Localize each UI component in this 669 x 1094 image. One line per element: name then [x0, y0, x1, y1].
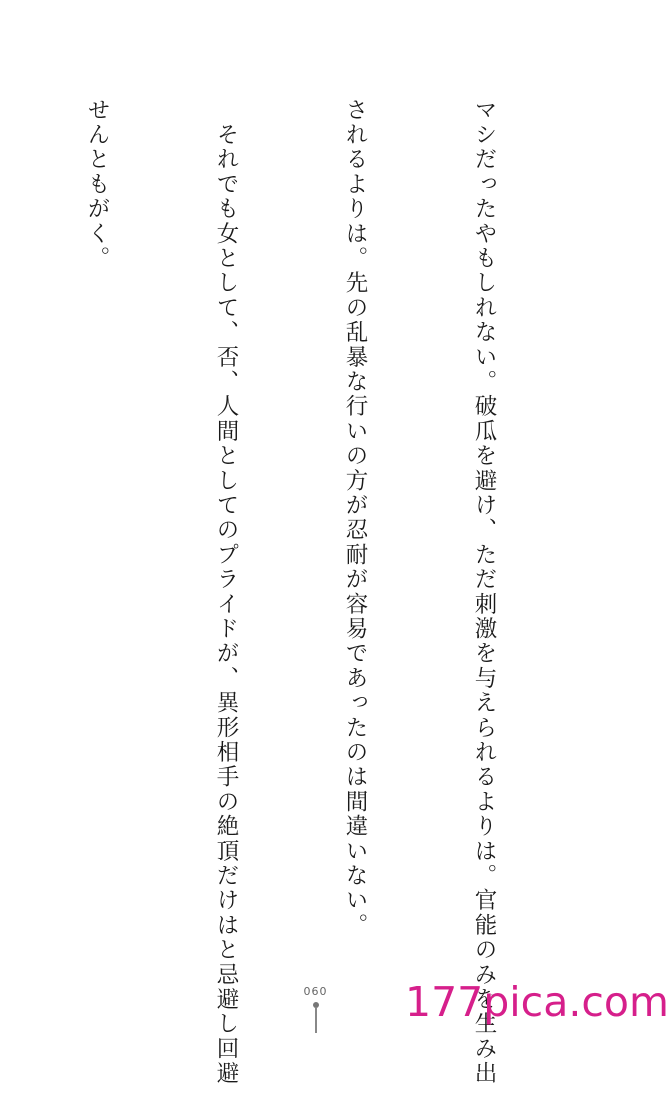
- watermark: 177pica.com: [405, 978, 669, 1026]
- text-line: それでも女として、否、人間としてのプライドが、異形相手の絶頂だけはと忌避し回避: [213, 98, 239, 1086]
- text-line: せんともがく。: [84, 98, 110, 271]
- text-line: されるよりは。先の乱暴な行いの方が忍耐が容易であったのは間違いない。: [342, 98, 368, 938]
- text-line: マシだったやもしれない。破瓜を避け、ただ刺激を与えられるよりは。官能のみを生み出: [471, 98, 497, 1086]
- page-number: 060: [303, 985, 328, 998]
- page-marker-line: [315, 1008, 317, 1033]
